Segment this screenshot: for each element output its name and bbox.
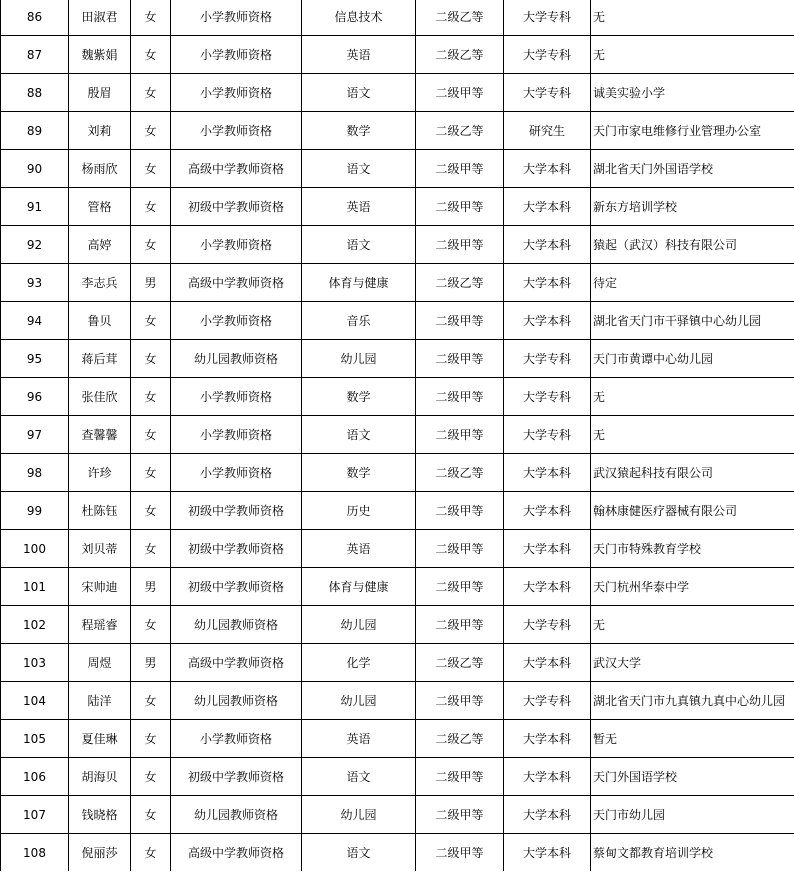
work-unit-cell: 湖北省天门外国语学校 xyxy=(591,150,794,188)
seq-number-cell: 98 xyxy=(1,454,69,492)
seq-number-cell: 103 xyxy=(1,644,69,682)
gender-cell: 女 xyxy=(131,758,171,796)
work-unit-cell: 天门市幼儿园 xyxy=(591,796,794,834)
table-row xyxy=(1,416,794,454)
name-cell: 鲁贝 xyxy=(69,302,131,340)
education-cell: 大学本科 xyxy=(504,150,591,188)
gender-cell: 女 xyxy=(131,302,171,340)
work-unit-cell: 无 xyxy=(591,0,794,36)
table-row xyxy=(1,188,794,226)
work-unit-cell: 湖北省天门市九真镇九真中心幼儿园 xyxy=(591,682,794,720)
certificate-type-cell: 初级中学教师资格 xyxy=(171,758,302,796)
table-row xyxy=(1,758,794,796)
work-unit-cell: 新东方培训学校 xyxy=(591,188,794,226)
gender-cell: 女 xyxy=(131,416,171,454)
certificate-type-cell: 初级中学教师资格 xyxy=(171,188,302,226)
subject-cell: 体育与健康 xyxy=(302,568,416,606)
gender-cell: 女 xyxy=(131,796,171,834)
table-row xyxy=(1,264,794,302)
seq-number-cell: 87 xyxy=(1,36,69,74)
seq-number-cell: 107 xyxy=(1,796,69,834)
name-cell: 胡海贝 xyxy=(69,758,131,796)
work-unit-cell: 猿起（武汉）科技有限公司 xyxy=(591,226,794,264)
certificate-type-cell: 初级中学教师资格 xyxy=(171,530,302,568)
seq-number-cell: 104 xyxy=(1,682,69,720)
mandarin-level-cell: 二级甲等 xyxy=(416,606,504,644)
gender-cell: 女 xyxy=(131,492,171,530)
education-cell: 大学本科 xyxy=(504,302,591,340)
certificate-type-cell: 高级中学教师资格 xyxy=(171,834,302,872)
name-cell: 陆洋 xyxy=(69,682,131,720)
certificate-type-cell: 高级中学教师资格 xyxy=(171,264,302,302)
gender-cell: 女 xyxy=(131,720,171,758)
table-row xyxy=(1,0,794,36)
mandarin-level-cell: 二级甲等 xyxy=(416,492,504,530)
work-unit-cell: 翰林康健医疗器械有限公司 xyxy=(591,492,794,530)
work-unit-cell: 待定 xyxy=(591,264,794,302)
subject-cell: 英语 xyxy=(302,530,416,568)
subject-cell: 幼儿园 xyxy=(302,340,416,378)
certificate-type-cell: 小学教师资格 xyxy=(171,36,302,74)
subject-cell: 化学 xyxy=(302,644,416,682)
mandarin-level-cell: 二级甲等 xyxy=(416,530,504,568)
table-row xyxy=(1,834,794,872)
name-cell: 许珍 xyxy=(69,454,131,492)
work-unit-cell: 无 xyxy=(591,378,794,416)
subject-cell: 语文 xyxy=(302,226,416,264)
mandarin-level-cell: 二级乙等 xyxy=(416,0,504,36)
subject-cell: 信息技术 xyxy=(302,0,416,36)
table-row xyxy=(1,720,794,758)
table-row xyxy=(1,454,794,492)
education-cell: 大学本科 xyxy=(504,796,591,834)
mandarin-level-cell: 二级甲等 xyxy=(416,340,504,378)
name-cell: 夏佳琳 xyxy=(69,720,131,758)
mandarin-level-cell: 二级乙等 xyxy=(416,264,504,302)
education-cell: 大学本科 xyxy=(504,454,591,492)
subject-cell: 幼儿园 xyxy=(302,606,416,644)
education-cell: 大学本科 xyxy=(504,188,591,226)
table-row xyxy=(1,682,794,720)
work-unit-cell: 诚美实验小学 xyxy=(591,74,794,112)
certificate-type-cell: 高级中学教师资格 xyxy=(171,644,302,682)
mandarin-level-cell: 二级甲等 xyxy=(416,378,504,416)
mandarin-level-cell: 二级甲等 xyxy=(416,682,504,720)
education-cell: 大学专科 xyxy=(504,606,591,644)
gender-cell: 女 xyxy=(131,378,171,416)
name-cell: 杜陈钰 xyxy=(69,492,131,530)
roster-body xyxy=(1,0,794,871)
work-unit-cell: 无 xyxy=(591,36,794,74)
education-cell: 大学本科 xyxy=(504,492,591,530)
seq-number-cell: 100 xyxy=(1,530,69,568)
certificate-type-cell: 小学教师资格 xyxy=(171,226,302,264)
education-cell: 大学专科 xyxy=(504,74,591,112)
seq-number-cell: 108 xyxy=(1,834,69,872)
table-row xyxy=(1,568,794,606)
subject-cell: 英语 xyxy=(302,36,416,74)
name-cell: 钱晓格 xyxy=(69,796,131,834)
table-row xyxy=(1,150,794,188)
certificate-type-cell: 幼儿园教师资格 xyxy=(171,796,302,834)
work-unit-cell: 武汉大学 xyxy=(591,644,794,682)
subject-cell: 体育与健康 xyxy=(302,264,416,302)
education-cell: 大学本科 xyxy=(504,720,591,758)
education-cell: 大学专科 xyxy=(504,340,591,378)
education-cell: 大学专科 xyxy=(504,0,591,36)
table-row xyxy=(1,378,794,416)
education-cell: 研究生 xyxy=(504,112,591,150)
gender-cell: 女 xyxy=(131,530,171,568)
gender-cell: 女 xyxy=(131,834,171,872)
subject-cell: 数学 xyxy=(302,112,416,150)
name-cell: 倪丽莎 xyxy=(69,834,131,872)
gender-cell: 女 xyxy=(131,188,171,226)
certificate-type-cell: 幼儿园教师资格 xyxy=(171,340,302,378)
education-cell: 大学专科 xyxy=(504,36,591,74)
table-row xyxy=(1,36,794,74)
name-cell: 杨雨欣 xyxy=(69,150,131,188)
gender-cell: 女 xyxy=(131,36,171,74)
name-cell: 查馨馨 xyxy=(69,416,131,454)
table-row xyxy=(1,340,794,378)
education-cell: 大学本科 xyxy=(504,758,591,796)
work-unit-cell: 天门市黄谭中心幼儿园 xyxy=(591,340,794,378)
subject-cell: 历史 xyxy=(302,492,416,530)
name-cell: 蒋后茸 xyxy=(69,340,131,378)
mandarin-level-cell: 二级甲等 xyxy=(416,568,504,606)
mandarin-level-cell: 二级甲等 xyxy=(416,758,504,796)
work-unit-cell: 天门市特殊教育学校 xyxy=(591,530,794,568)
work-unit-cell: 天门杭州华泰中学 xyxy=(591,568,794,606)
mandarin-level-cell: 二级乙等 xyxy=(416,454,504,492)
mandarin-level-cell: 二级甲等 xyxy=(416,226,504,264)
subject-cell: 数学 xyxy=(302,378,416,416)
gender-cell: 女 xyxy=(131,112,171,150)
seq-number-cell: 106 xyxy=(1,758,69,796)
subject-cell: 语文 xyxy=(302,74,416,112)
certificate-type-cell: 高级中学教师资格 xyxy=(171,150,302,188)
certificate-type-cell: 小学教师资格 xyxy=(171,0,302,36)
seq-number-cell: 95 xyxy=(1,340,69,378)
table-row xyxy=(1,606,794,644)
gender-cell: 女 xyxy=(131,0,171,36)
seq-number-cell: 92 xyxy=(1,226,69,264)
name-cell: 程瑶睿 xyxy=(69,606,131,644)
name-cell: 李志兵 xyxy=(69,264,131,302)
subject-cell: 幼儿园 xyxy=(302,682,416,720)
seq-number-cell: 89 xyxy=(1,112,69,150)
education-cell: 大学本科 xyxy=(504,568,591,606)
mandarin-level-cell: 二级甲等 xyxy=(416,150,504,188)
seq-number-cell: 105 xyxy=(1,720,69,758)
work-unit-cell: 武汉猿起科技有限公司 xyxy=(591,454,794,492)
mandarin-level-cell: 二级乙等 xyxy=(416,644,504,682)
subject-cell: 音乐 xyxy=(302,302,416,340)
mandarin-level-cell: 二级甲等 xyxy=(416,74,504,112)
gender-cell: 男 xyxy=(131,644,171,682)
seq-number-cell: 96 xyxy=(1,378,69,416)
name-cell: 刘贝蒂 xyxy=(69,530,131,568)
certificate-type-cell: 小学教师资格 xyxy=(171,112,302,150)
work-unit-cell: 蔡甸文都教育培训学校 xyxy=(591,834,794,872)
table-row xyxy=(1,644,794,682)
education-cell: 大学本科 xyxy=(504,530,591,568)
work-unit-cell: 无 xyxy=(591,416,794,454)
subject-cell: 语文 xyxy=(302,758,416,796)
table-row xyxy=(1,492,794,530)
gender-cell: 男 xyxy=(131,264,171,302)
seq-number-cell: 88 xyxy=(1,74,69,112)
certificate-type-cell: 小学教师资格 xyxy=(171,74,302,112)
table-row xyxy=(1,530,794,568)
mandarin-level-cell: 二级乙等 xyxy=(416,36,504,74)
work-unit-cell: 天门外国语学校 xyxy=(591,758,794,796)
gender-cell: 女 xyxy=(131,682,171,720)
gender-cell: 女 xyxy=(131,74,171,112)
mandarin-level-cell: 二级乙等 xyxy=(416,112,504,150)
table-row xyxy=(1,796,794,834)
subject-cell: 英语 xyxy=(302,188,416,226)
gender-cell: 女 xyxy=(131,340,171,378)
gender-cell: 女 xyxy=(131,226,171,264)
work-unit-cell: 湖北省天门市干驿镇中心幼儿园 xyxy=(591,302,794,340)
education-cell: 大学本科 xyxy=(504,226,591,264)
seq-number-cell: 99 xyxy=(1,492,69,530)
seq-number-cell: 86 xyxy=(1,0,69,36)
subject-cell: 语文 xyxy=(302,150,416,188)
subject-cell: 数学 xyxy=(302,454,416,492)
seq-number-cell: 94 xyxy=(1,302,69,340)
name-cell: 魏紫娟 xyxy=(69,36,131,74)
gender-cell: 女 xyxy=(131,150,171,188)
name-cell: 周煜 xyxy=(69,644,131,682)
seq-number-cell: 90 xyxy=(1,150,69,188)
name-cell: 高婷 xyxy=(69,226,131,264)
certificate-type-cell: 初级中学教师资格 xyxy=(171,492,302,530)
mandarin-level-cell: 二级甲等 xyxy=(416,302,504,340)
gender-cell: 女 xyxy=(131,454,171,492)
gender-cell: 女 xyxy=(131,606,171,644)
work-unit-cell: 天门市家电维修行业管理办公室 xyxy=(591,112,794,150)
certificate-type-cell: 小学教师资格 xyxy=(171,454,302,492)
education-cell: 大学本科 xyxy=(504,834,591,872)
seq-number-cell: 102 xyxy=(1,606,69,644)
work-unit-cell: 暂无 xyxy=(591,720,794,758)
name-cell: 宋帅迪 xyxy=(69,568,131,606)
certificate-type-cell: 初级中学教师资格 xyxy=(171,568,302,606)
mandarin-level-cell: 二级甲等 xyxy=(416,796,504,834)
table-row xyxy=(1,112,794,150)
seq-number-cell: 97 xyxy=(1,416,69,454)
subject-cell: 英语 xyxy=(302,720,416,758)
table-row xyxy=(1,74,794,112)
mandarin-level-cell: 二级乙等 xyxy=(416,720,504,758)
name-cell: 殷眉 xyxy=(69,74,131,112)
name-cell: 张佳欣 xyxy=(69,378,131,416)
education-cell: 大学专科 xyxy=(504,682,591,720)
seq-number-cell: 101 xyxy=(1,568,69,606)
education-cell: 大学本科 xyxy=(504,644,591,682)
work-unit-cell: 无 xyxy=(591,606,794,644)
mandarin-level-cell: 二级甲等 xyxy=(416,416,504,454)
seq-number-cell: 93 xyxy=(1,264,69,302)
certificate-type-cell: 幼儿园教师资格 xyxy=(171,682,302,720)
certificate-type-cell: 小学教师资格 xyxy=(171,720,302,758)
subject-cell: 幼儿园 xyxy=(302,796,416,834)
gender-cell: 男 xyxy=(131,568,171,606)
education-cell: 大学专科 xyxy=(504,378,591,416)
name-cell: 刘莉 xyxy=(69,112,131,150)
education-cell: 大学本科 xyxy=(504,264,591,302)
name-cell: 田淑君 xyxy=(69,0,131,36)
certificate-type-cell: 幼儿园教师资格 xyxy=(171,606,302,644)
mandarin-level-cell: 二级甲等 xyxy=(416,188,504,226)
mandarin-level-cell: 二级甲等 xyxy=(416,834,504,872)
name-cell: 管格 xyxy=(69,188,131,226)
certificate-type-cell: 小学教师资格 xyxy=(171,378,302,416)
certificate-type-cell: 小学教师资格 xyxy=(171,302,302,340)
education-cell: 大学专科 xyxy=(504,416,591,454)
subject-cell: 语文 xyxy=(302,416,416,454)
table-row xyxy=(1,302,794,340)
seq-number-cell: 91 xyxy=(1,188,69,226)
subject-cell: 语文 xyxy=(302,834,416,872)
table-row xyxy=(1,226,794,264)
certificate-type-cell: 小学教师资格 xyxy=(171,416,302,454)
